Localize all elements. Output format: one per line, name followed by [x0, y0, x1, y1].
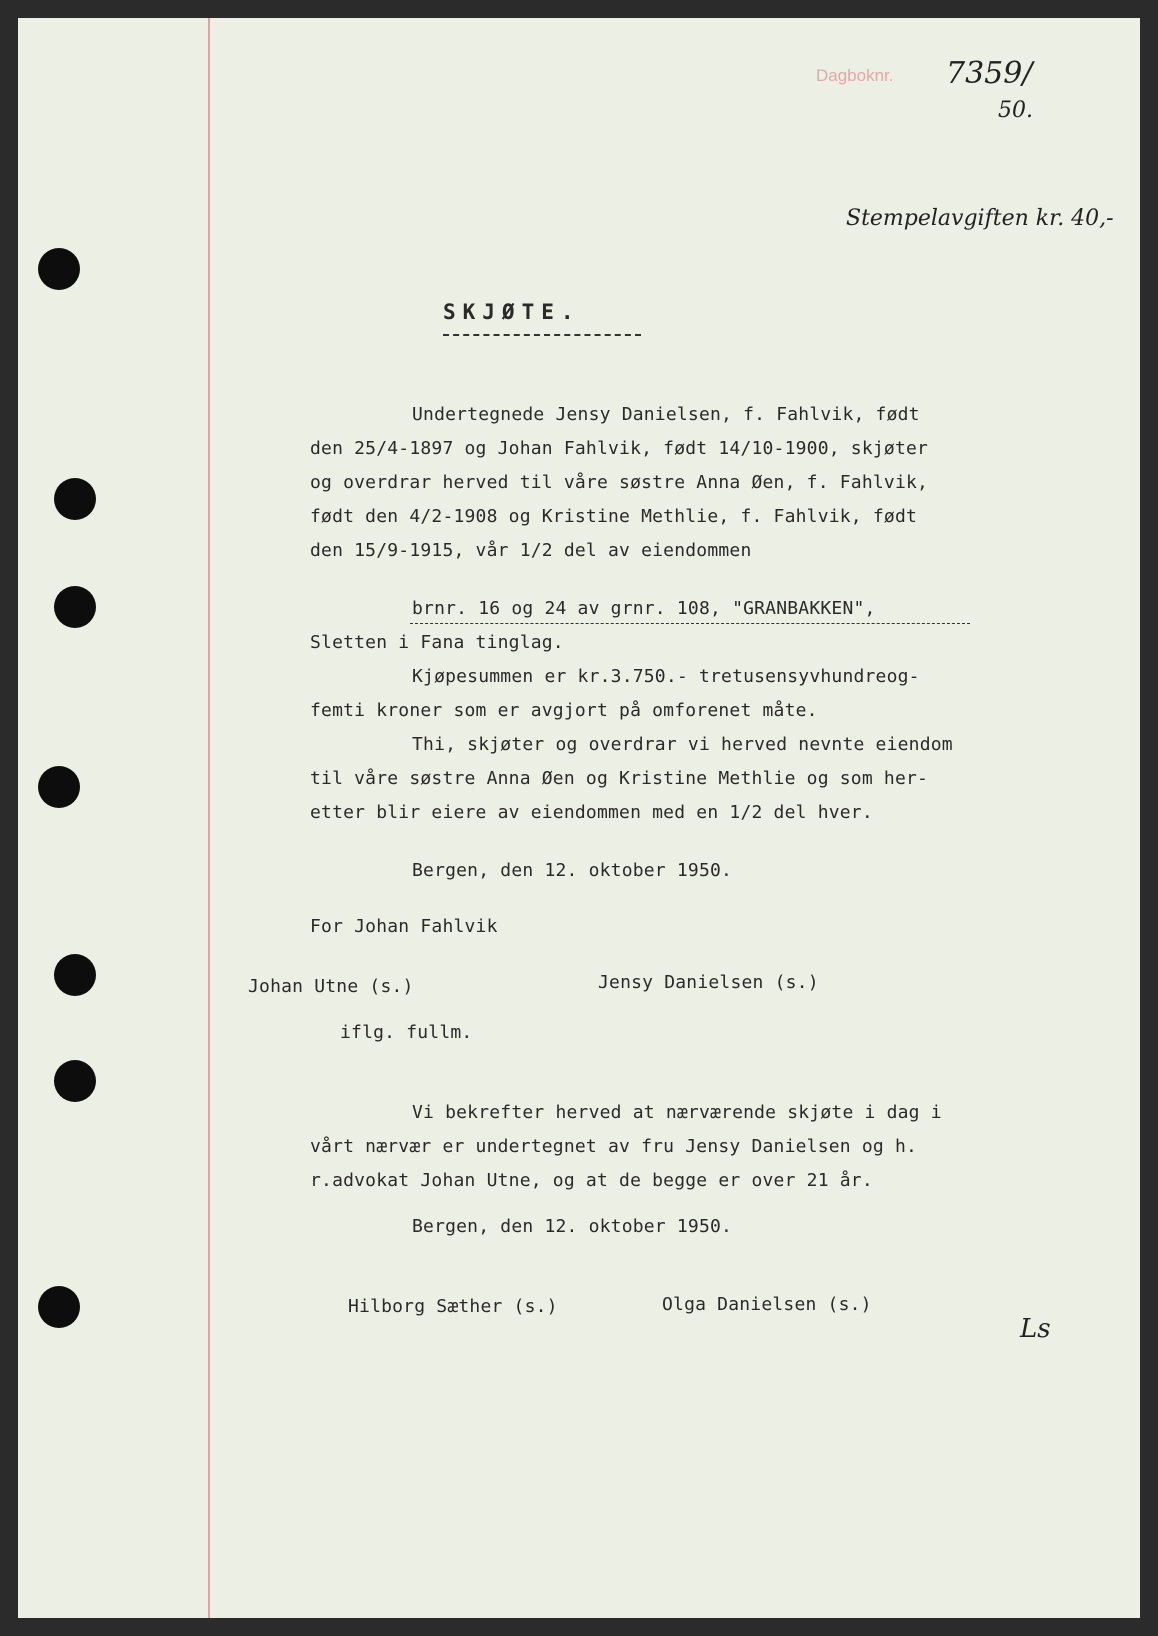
- body-line: r.advokat Johan Utne, og at de begge er over 21 år.: [310, 1170, 873, 1191]
- witness-left: Hilborg Sæther (s.): [348, 1296, 558, 1317]
- punch-hole: [54, 586, 96, 628]
- body-line: Undertegnede Jensy Danielsen, f. Fahlvik, født: [412, 404, 920, 425]
- document-title: SKJØTE.: [443, 300, 581, 324]
- property-location: Sletten i Fana tinglag.: [310, 632, 564, 653]
- punch-hole: [54, 1060, 96, 1102]
- signature-right: Jensy Danielsen (s.): [598, 972, 819, 993]
- stamp-fee-note: Stempelavgiften kr. 40,-: [846, 206, 1114, 231]
- date-line: Bergen, den 12. oktober 1950.: [412, 860, 733, 881]
- dagboknr-stamp: Dagboknr.: [816, 66, 894, 85]
- property-underline: [410, 623, 970, 624]
- punch-hole: [54, 954, 96, 996]
- document-page: [18, 18, 1140, 1618]
- body-line: den 25/4-1897 og Johan Fahlvik, født 14/10-1900, skjøter: [310, 438, 929, 459]
- body-line: femti kroner som er avgjort på omforenet måte.: [310, 700, 818, 721]
- on-behalf-line: For Johan Fahlvik: [310, 916, 498, 937]
- body-line: til våre søstre Anna Øen og Kristine Methlie og som her-: [310, 768, 929, 789]
- body-line: Thi, skjøter og overdrar vi herved nevnte eiendom: [412, 734, 953, 755]
- punch-hole: [38, 248, 80, 290]
- punch-hole: [38, 766, 80, 808]
- body-line: den 15/9-1915, vår 1/2 del av eiendommen: [310, 540, 752, 561]
- dagboknr-number: 7359/: [946, 56, 1033, 91]
- body-line: vårt nærvær er undertegnet av fru Jensy Danielsen og h.: [310, 1136, 918, 1157]
- property-designation: brnr. 16 og 24 av grnr. 108, "GRANBAKKEN",: [412, 598, 876, 619]
- date-line: Bergen, den 12. oktober 1950.: [412, 1216, 733, 1237]
- punch-hole: [54, 478, 96, 520]
- witness-right: Olga Danielsen (s.): [662, 1294, 872, 1315]
- body-line: og overdrar herved til våre søstre Anna Øen, f. Fahlvik,: [310, 472, 929, 493]
- clerk-initials: Ls: [1020, 1314, 1051, 1344]
- margin-line: [208, 18, 210, 1618]
- body-line: Vi bekrefter herved at nærværende skjøte i dag i: [412, 1102, 942, 1123]
- signature-left: Johan Utne (s.): [248, 976, 414, 997]
- signature-note: iflg. fullm.: [340, 1022, 473, 1043]
- dagboknr-year: 50.: [998, 98, 1033, 123]
- title-underline: [443, 334, 641, 336]
- punch-hole: [38, 1286, 80, 1328]
- body-line: etter blir eiere av eiendommen med en 1/2 del hver.: [310, 802, 873, 823]
- body-line: Kjøpesummen er kr.3.750.- tretusensyvhundreog-: [412, 666, 920, 687]
- body-line: født den 4/2-1908 og Kristine Methlie, f. Fahlvik, født: [310, 506, 918, 527]
